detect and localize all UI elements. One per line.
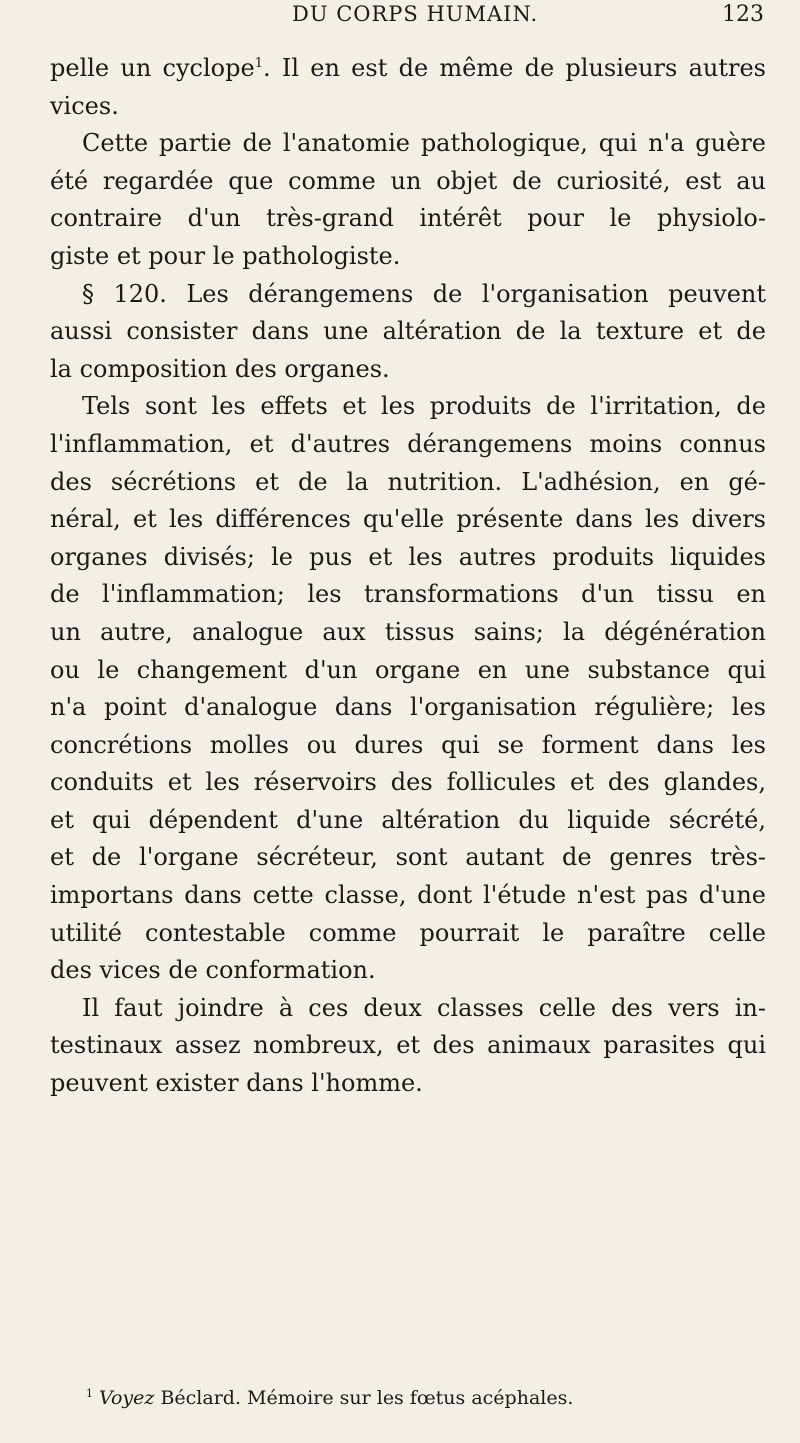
text-line-6: giste et pour le pathologiste. bbox=[50, 241, 401, 270]
text-line-25: des vices de conformation. bbox=[50, 956, 376, 985]
text-line-9: la composition des organes. bbox=[50, 354, 390, 383]
text-line-8: aussi consister dans une altération de la texture et de bbox=[50, 317, 766, 346]
text-line-28: peuvent exister dans l'homme. bbox=[50, 1069, 423, 1098]
text-line-1: pelle un cyclope$^1$. Il en est de même de plusieurs autres bbox=[50, 54, 766, 82]
text-line-16: un autre, analogue aux tissus sains; la dégénération bbox=[50, 617, 766, 646]
page-number: 123 bbox=[722, 2, 764, 27]
text-line-2: vices. bbox=[50, 91, 119, 120]
footnote-voyez: Voyez bbox=[99, 1387, 155, 1409]
text-line-14: organes divisés; le pus et les autres produits liquides bbox=[50, 542, 766, 571]
text-line-24: utilité contestable comme pourrait le paraître celle bbox=[50, 918, 766, 947]
text-line-22: et de l'organe sécréteur, sont autant de genres très- bbox=[50, 843, 766, 872]
text-line-3: Cette partie de l'anatomie pathologique, qui n'a guère bbox=[82, 129, 766, 158]
text-line-12: des sécrétions et de la nutrition. L'adhésion, en gé- bbox=[50, 467, 766, 496]
running-title: DU CORPS HUMAIN. bbox=[292, 2, 539, 26]
text-line-13: néral, et les différences qu'elle présente dans les divers bbox=[50, 505, 766, 534]
text-line-27: testinaux assez nombreux, et des animaux parasites qui bbox=[50, 1031, 766, 1060]
text-line-10: Tels sont les effets et les produits de l'irritation, de bbox=[82, 392, 766, 421]
footnote bbox=[86, 1387, 573, 1409]
text-line-4: été regardée que comme un objet de curiosité, est au bbox=[50, 166, 766, 195]
footnote-text: Béclard. Mémoire sur les fœtus acéphales. bbox=[160, 1387, 574, 1409]
text-line-18: n'a point d'analogue dans l'organisation régulière; les bbox=[50, 693, 766, 722]
text-line-21: et qui dépendent d'une altération du liquide sécrété, bbox=[50, 805, 766, 834]
running-head bbox=[50, 2, 766, 36]
footnote-reference: 1 bbox=[254, 56, 263, 71]
text-line-17: ou le changement d'un organe en une substance qui bbox=[50, 655, 766, 684]
text-line-23: importans dans cette classe, dont l'étude n'est pas d'une bbox=[50, 881, 766, 910]
text-line-15: de l'inflammation; les transformations d'un tissu en bbox=[50, 580, 766, 609]
footnote-marker: 1 bbox=[86, 1387, 93, 1400]
body-text bbox=[50, 50, 766, 1103]
text-line-20: conduits et les réservoirs des follicules et des glandes, bbox=[50, 768, 766, 797]
text-line-19: concrétions molles ou dures qui se forment dans les bbox=[50, 730, 766, 759]
text-line-5: contraire d'un très-grand intérêt pour le physiolo- bbox=[50, 204, 766, 233]
text-line-11: l'inflammation, et d'autres dérangemens moins connus bbox=[50, 429, 766, 458]
section-heading-line: § 120. Les dérangemens de l'organisation peuvent bbox=[82, 279, 766, 308]
text-line-26: Il faut joindre à ces deux classes celle des vers in- bbox=[82, 993, 766, 1022]
